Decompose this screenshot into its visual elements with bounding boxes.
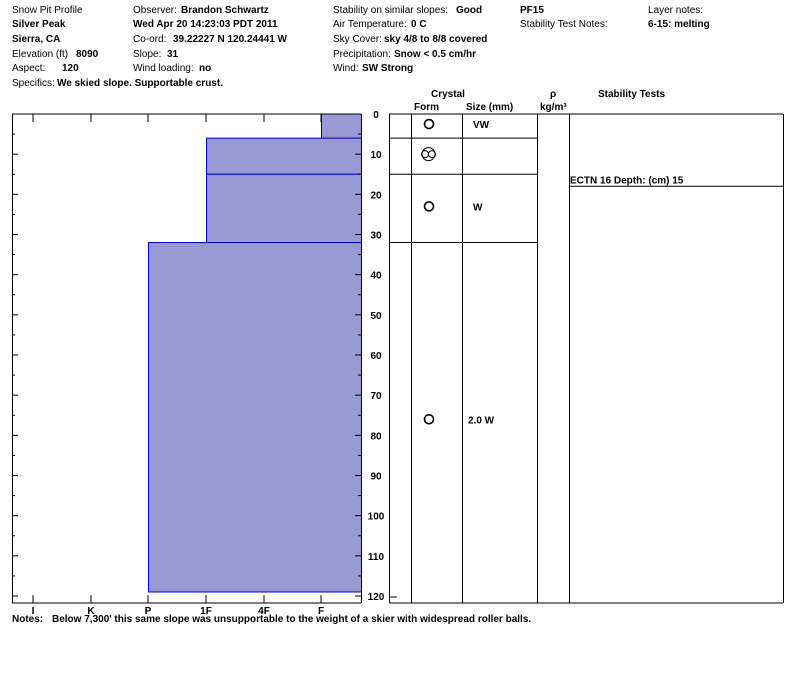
- wind-label: Wind:: [333, 63, 359, 74]
- location: Silver Peak: [12, 19, 66, 30]
- hardness-layer-0: [321, 114, 361, 138]
- coord-value: 39.22227 N 120.24441 W: [173, 34, 287, 45]
- precip-label: Precipitation:: [333, 49, 391, 60]
- hardness-layer-2: [206, 174, 361, 242]
- specifics-label: Specifics:: [12, 78, 55, 89]
- hardness-label-1F: 1F: [200, 606, 212, 617]
- pit-id: PF15: [520, 5, 544, 16]
- elevation-value: 8090: [76, 49, 99, 60]
- elevation-label: Elevation (ft): [12, 49, 69, 60]
- depth-label-60: 60: [370, 351, 382, 362]
- crystal-size-0: VW: [473, 120, 490, 132]
- observer-value: Brandon Schwartz: [181, 5, 269, 16]
- sky-cover-value: sky 4/8 to 8/8 covered: [384, 34, 488, 45]
- observer-label: Observer:: [133, 5, 177, 16]
- depth-label-90: 90: [370, 471, 382, 483]
- depth-label-80: 80: [370, 431, 382, 443]
- pit-profile-title: Snow Pit Profile: [12, 5, 83, 16]
- air-temp-label: Air Temperature:: [333, 19, 407, 30]
- hardness-layer-3: [148, 243, 361, 592]
- rounded-grain-icon: [425, 120, 434, 129]
- stability-test-label-0: ECTN 16 Depth: (cm) 15: [570, 175, 684, 187]
- wind-loading-value: no: [199, 63, 212, 74]
- depth-label-40: 40: [370, 270, 382, 282]
- depth-label-10: 10: [370, 150, 382, 162]
- depth-label-100: 100: [367, 511, 385, 523]
- depth-label-0: 0: [373, 110, 379, 121]
- layer-notes-label: Layer notes:: [648, 5, 704, 16]
- aspect-value: 120: [62, 63, 79, 74]
- wind-loading-label: Wind loading:: [133, 63, 194, 74]
- slope-value: 31: [167, 49, 179, 60]
- observation-date: Wed Apr 20 14:23:03 PDT 2011: [133, 19, 278, 30]
- hardness-label-4F: 4F: [258, 606, 270, 617]
- stability-value: Good: [456, 5, 483, 16]
- size-header: Size (mm): [466, 102, 514, 113]
- depth-label-110: 110: [367, 551, 385, 563]
- hardness-label-P: P: [144, 606, 152, 617]
- wind-value: SW Strong: [362, 63, 414, 74]
- hardness-layer-1: [206, 138, 361, 174]
- specifics-value: We skied slope. Supportable crust.: [57, 78, 223, 89]
- rounded-grain-icon: [425, 202, 434, 211]
- layer-note-value: 6-15: melting: [648, 19, 710, 30]
- notes-label: Notes:: [12, 614, 44, 625]
- depth-label-50: 50: [370, 310, 382, 322]
- hardness-label-K: K: [87, 606, 95, 617]
- density-symbol: ρ: [550, 89, 557, 100]
- crystal-header: Crystal: [431, 89, 465, 100]
- hardness-label-I: I: [31, 606, 35, 617]
- coord-label: Co-ord:: [133, 34, 167, 45]
- depth-label-70: 70: [370, 391, 382, 403]
- aspect-label: Aspect:: [12, 63, 46, 74]
- rounded-grain-icon: [425, 415, 434, 424]
- density-unit: kg/m³: [540, 102, 567, 113]
- depth-label-30: 30: [370, 230, 382, 242]
- form-header: Form: [414, 102, 439, 113]
- crystal-size-2: W: [473, 202, 483, 214]
- slope-label: Slope:: [133, 49, 162, 60]
- hardness-label-F: F: [317, 606, 325, 617]
- notes-text: Below 7,300' this same slope was unsupportable to the weight of a skier with widespread roller balls.: [52, 614, 532, 625]
- stability-tests-header: Stability Tests: [598, 89, 666, 100]
- depth-label-120: 120: [367, 592, 385, 603]
- region: Sierra, CA: [12, 34, 61, 45]
- stability-notes-label: Stability Test Notes:: [520, 19, 608, 30]
- crystal-size-3: 2.0 W: [468, 415, 495, 427]
- precip-value: Snow < 0.5 cm/hr: [394, 49, 476, 60]
- sky-cover-label: Sky Cover:: [333, 34, 382, 45]
- stability-label: Stability on similar slopes:: [333, 5, 449, 16]
- depth-label-20: 20: [370, 190, 382, 202]
- air-temp-value: 0 C: [411, 19, 427, 30]
